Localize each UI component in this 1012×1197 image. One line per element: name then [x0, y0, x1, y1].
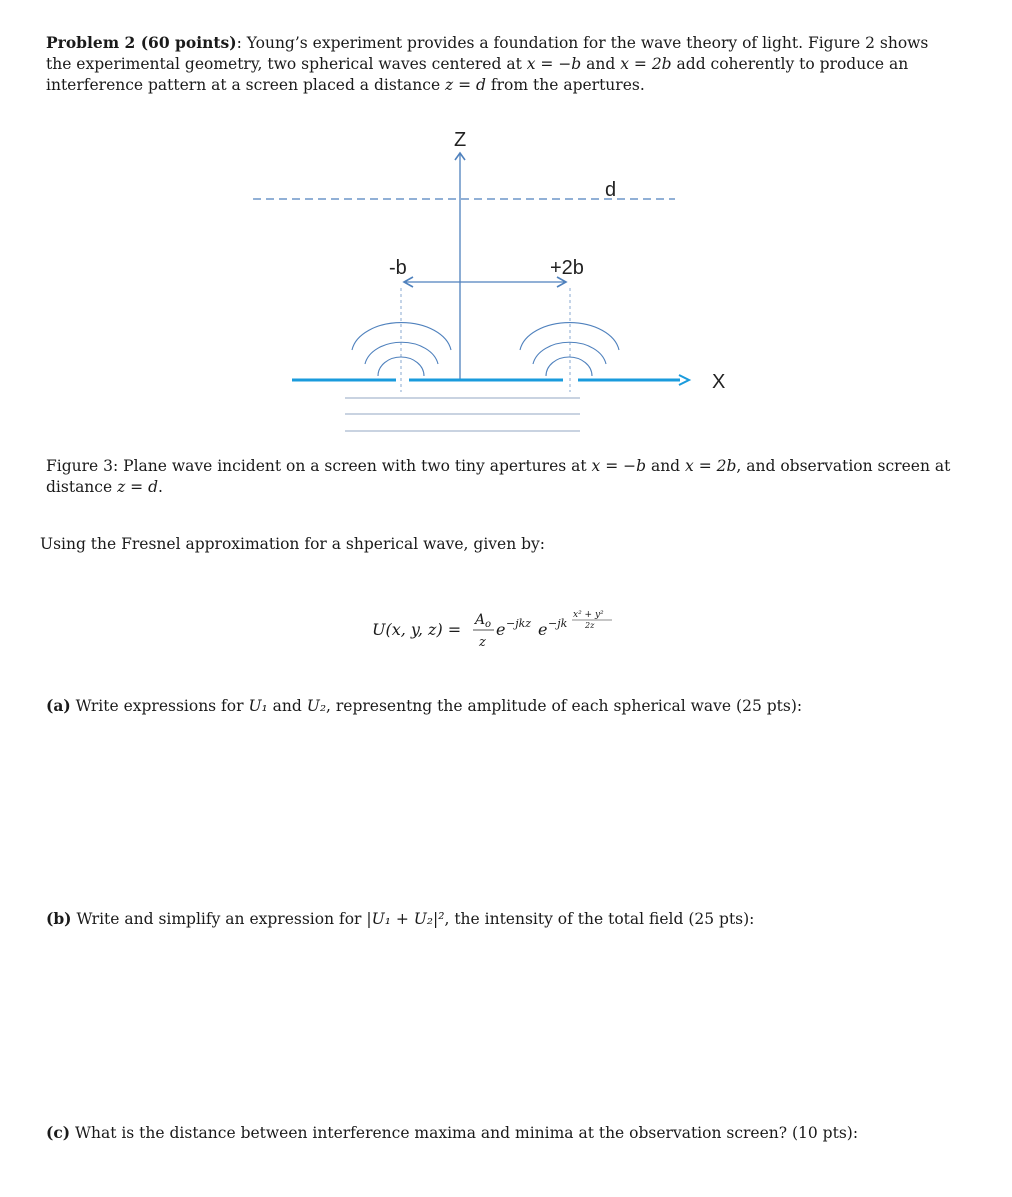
- figure-caption: [46, 456, 956, 498]
- caption-mid: and: [646, 457, 686, 475]
- question-b: [46, 908, 754, 930]
- equation-frac-denominator: 2z: [585, 621, 595, 630]
- question-a: [46, 695, 802, 717]
- caption-x2: x = 2b: [685, 457, 737, 475]
- question-b-text-1: Write and simplify an expression for: [71, 910, 367, 928]
- equation-numerator-sub: o: [485, 619, 492, 630]
- distance-d-label: d: [605, 179, 617, 201]
- question-c-text: What is the distance between interference maxima and minima at the observation screen? (10 pts):: [70, 1124, 859, 1142]
- problem-text-3: add coherently to produce an interference pattern at a screen placed a distance: [46, 55, 909, 94]
- problem-text-4: from the apertures.: [485, 76, 645, 94]
- question-a-u2: U₂: [306, 697, 327, 715]
- caption-zd: z = d: [117, 478, 159, 496]
- problem-heading: Problem 2 (60 points): [46, 33, 237, 52]
- equation-exponent-1: −jkz: [506, 617, 532, 630]
- equation-numerator: A: [475, 612, 486, 628]
- equation-e2: e: [538, 620, 548, 639]
- equation-lhs: U(x, y, z) =: [372, 620, 462, 639]
- math-x-neg-b: x = −b: [526, 55, 582, 73]
- x-axis-label: X: [712, 371, 726, 393]
- caption-end: .: [158, 478, 163, 496]
- caption-x1: x = −b: [591, 457, 647, 475]
- equation-exponent-2: −jk: [548, 617, 568, 630]
- equation-frac-numerator: x² + y²: [573, 610, 604, 620]
- question-a-text-3: , representng the amplitude of each spherical wave (25 pts):: [326, 697, 803, 715]
- caption-text-2: , and observation screen at distance: [46, 457, 951, 496]
- caption-prefix: Figure 3: Plane wave incident on a screen with two tiny apertures at: [46, 457, 592, 475]
- problem-text-2: and: [581, 55, 621, 73]
- question-c: [46, 1122, 858, 1144]
- question-a-text-1: Write expressions for: [70, 697, 249, 715]
- fresnel-equation: [372, 606, 642, 648]
- x-axis-arrowhead: [679, 375, 689, 385]
- question-a-label: (a): [46, 696, 71, 715]
- question-b-text-2: , the intensity of the total field (25 pts):: [444, 910, 755, 928]
- youngs-experiment-figure: [0, 0, 1012, 450]
- question-a-text-2: and: [267, 697, 307, 715]
- question-b-expression: |U₁ + U₂|²: [366, 910, 445, 928]
- question-b-label: (b): [46, 909, 72, 928]
- equation-e1: e: [496, 620, 506, 639]
- equation-denominator: z: [479, 635, 486, 648]
- math-x-2b: x = 2b: [620, 55, 672, 73]
- aperture-neg-b-label: -b: [389, 257, 407, 279]
- problem-text-1: : Young’s experiment provides a foundation for the wave theory of light. Figure 2 shows the experimental geometry, two spherical waves centered at: [46, 34, 929, 73]
- question-a-u1: U₁: [248, 697, 268, 715]
- question-c-label: (c): [46, 1123, 71, 1142]
- z-axis-label: Z: [454, 129, 467, 151]
- math-z-d: z = d: [445, 76, 486, 94]
- wavefront-2-inner: [546, 357, 592, 376]
- fresnel-intro-text: Using the Fresnel approximation for a shperical wave, given by:: [40, 535, 546, 553]
- aperture-plus-2b-label: +2b: [550, 257, 584, 279]
